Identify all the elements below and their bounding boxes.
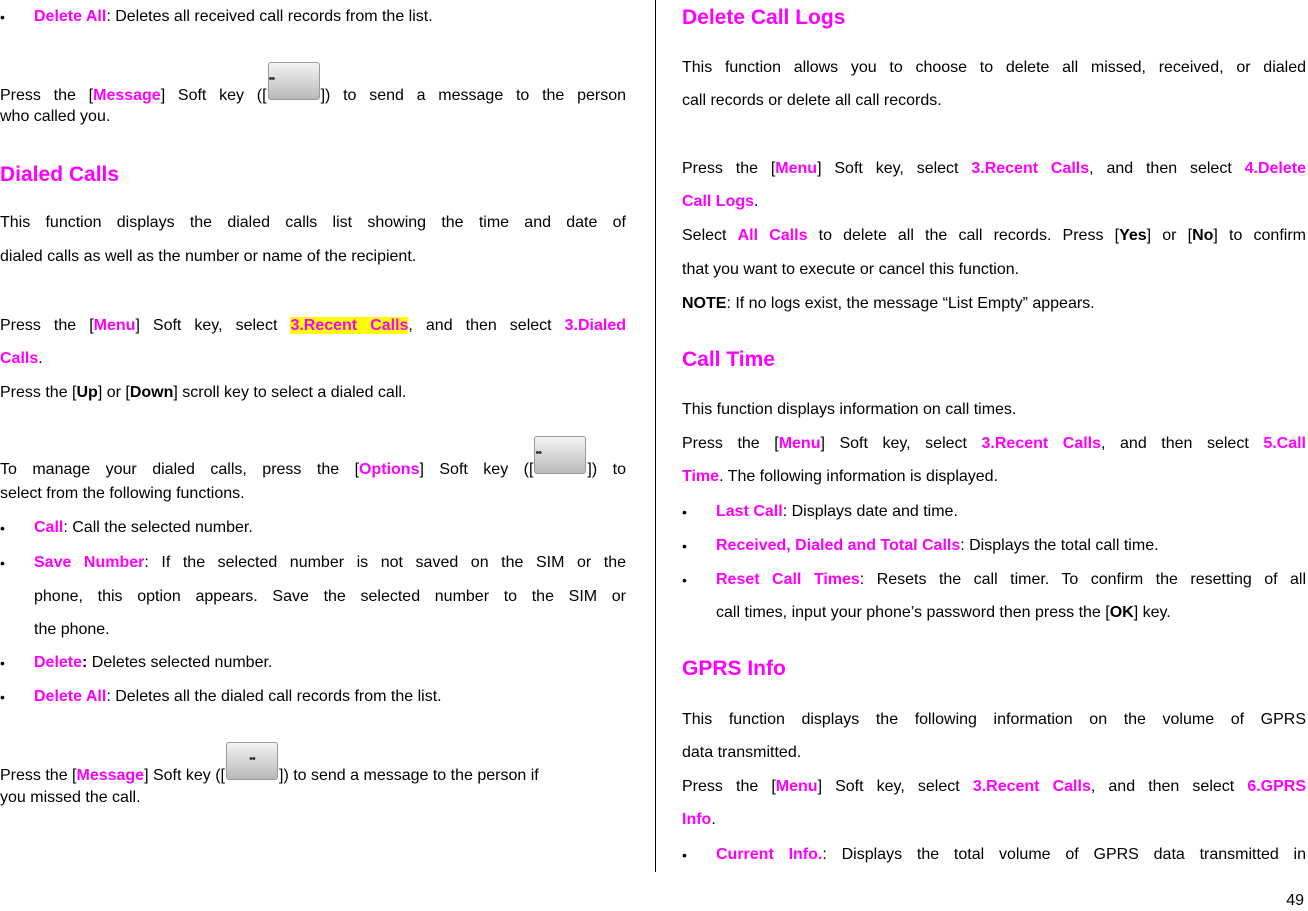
delete-nav-line2: Call Logs. [682, 193, 759, 210]
softkey-icon [534, 436, 586, 474]
delete-desc-line1: This function allows you to choose to delete all missed, received, or dialed [682, 59, 1306, 76]
highlighted-recent-calls: 3.Recent Calls [290, 317, 409, 334]
dialed-nav-line1: Press the [Menu] Soft key, select 3.Recent Calls, and then select 3.Dialed [0, 317, 626, 334]
bullet-save-number: Save Number: If the selected number is not saved on the SIM or the [34, 554, 627, 571]
select-all-calls-line1: Select All Calls to delete all the call records. Press [Yes] or [No] to confirm [682, 227, 1306, 244]
bullet-reset-call-times: Reset Call Times: Resets the call timer. To confirm the resetting of all [716, 571, 1306, 588]
options-instruction: To manage your dialed calls, press the [Options] Soft key ([•• ]) to [0, 442, 626, 480]
delete-desc-line2: call records or delete all call records. [682, 92, 942, 109]
message-instruction-1-cont: who called you. [0, 108, 111, 125]
gprs-nav-line2: Info. [682, 811, 716, 828]
scroll-key-instruction: Press the [Up] or [Down] scroll key to select a dialed call. [0, 384, 407, 401]
bullet-save-number-line3: the phone. [34, 621, 110, 638]
calltime-nav-line1: Press the [Menu] Soft key, select 3.Recent Calls, and then select 5.Call [682, 435, 1306, 452]
bullet-call: • Call: Call the selected number. [0, 519, 253, 536]
bullet-delete-all-dialed: • Delete All: Deletes all the dialed call records from the list. [0, 688, 442, 705]
bullet-current-info: Current Info.: Displays the total volume of GPRS data transmitted in [716, 846, 1306, 863]
message-instruction-1: Press the [Message] Soft key ([•• ]) to send a message to the person [0, 68, 626, 106]
bullet-delete: • Delete: Deletes selected number. [0, 654, 273, 671]
heading-gprs-info: GPRS Info [682, 657, 786, 680]
bullet-last-call: • Last Call: Displays date and time. [682, 503, 958, 520]
dialed-nav-line2: Calls. [0, 350, 43, 367]
heading-dialed-calls: Dialed Calls [0, 163, 120, 186]
message-instruction-2: Press the [Message] Soft key ([•• ]) to send a message to the person if [0, 748, 626, 786]
note-list-empty: NOTE: If no logs exist, the message “List Empty” appears. [682, 295, 1095, 312]
gprs-desc-line2: data transmitted. [682, 744, 802, 761]
bullet-reset-call-times-line2: call times, input your phone’s password then press the [OK] key. [716, 604, 1171, 621]
bullet-dot: • [0, 9, 5, 25]
gprs-nav-line1: Press the [Menu] Soft key, select 3.Recent Calls, and then select 6.GPRS [682, 778, 1307, 795]
calltime-nav-line2: Time. The following information is displayed. [682, 468, 999, 485]
select-all-calls-line2: that you want to execute or cancel this function. [682, 261, 1020, 278]
heading-call-time: Call Time [682, 348, 775, 371]
heading-delete-call-logs: Delete Call Logs [682, 6, 846, 29]
message-instruction-2-cont: you missed the call. [0, 789, 141, 806]
calltime-desc: This function displays information on call times. [682, 401, 1017, 418]
softkey-icon [226, 742, 278, 780]
bullet-save-number-line2: phone, this option appears. Save the selected number to the SIM or [34, 588, 626, 605]
dialed-desc-line2: dialed calls as well as the number or name of the recipient. [0, 248, 417, 265]
page-number: 49 [1286, 892, 1304, 909]
softkey-icon [268, 62, 320, 100]
column-divider [655, 0, 656, 872]
bullet-delete-all-received: • Delete All: Deletes all received call records from the list. [0, 8, 433, 25]
gprs-desc-line1: This function displays the following information on the volume of GPRS [682, 711, 1306, 728]
options-instruction-cont: select from the following functions. [0, 485, 245, 502]
dialed-desc-line1: This function displays the dialed calls list showing the time and date of [0, 214, 626, 231]
delete-nav-line1: Press the [Menu] Soft key, select 3.Recent Calls, and then select 4.Delete [682, 160, 1306, 177]
bullet-received-dialed-total: • Received, Dialed and Total Calls: Displays the total call time. [682, 537, 1159, 554]
